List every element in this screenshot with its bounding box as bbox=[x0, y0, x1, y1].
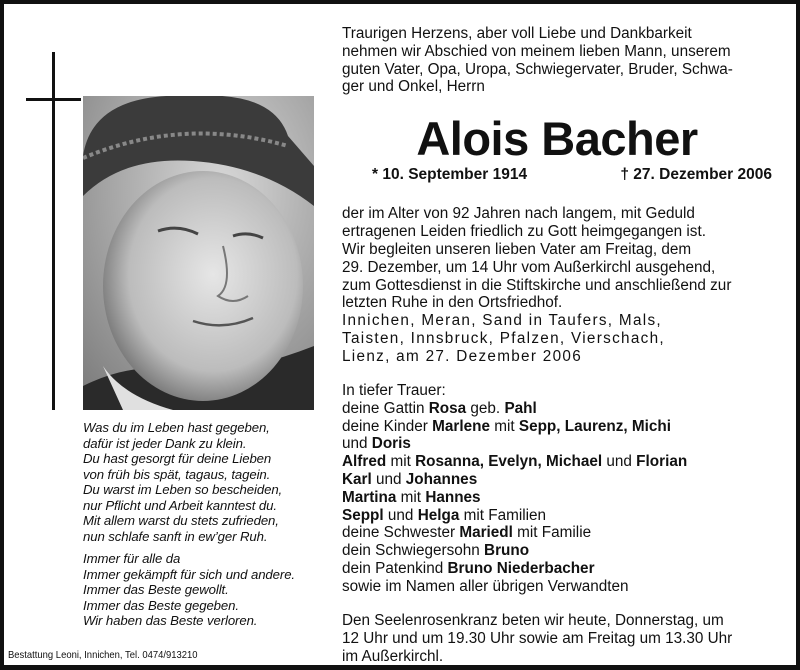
intro-line: nehmen wir Abschied von meinem lieben Mann, unserem bbox=[342, 42, 731, 60]
text-line: der im Alter von 92 Jahren nach langem, mit Geduld bbox=[342, 205, 695, 222]
mourner-name: Mariedl bbox=[459, 524, 513, 542]
birth-date: * 10. September 1914 bbox=[372, 166, 528, 183]
mourner-name: Hannes bbox=[425, 488, 481, 506]
portrait-photo bbox=[83, 96, 314, 410]
deceased-name: Alois Bacher bbox=[416, 112, 698, 165]
mourner-name: Seppl bbox=[342, 506, 384, 524]
mourner-text: geb. bbox=[466, 399, 505, 417]
mourner-line bbox=[342, 400, 792, 418]
mourner-name: Marlene bbox=[432, 417, 490, 435]
poem bbox=[83, 420, 295, 629]
death-date: † 27. Dezember 2006 bbox=[620, 166, 772, 183]
text-line: im Außerkirchl. bbox=[342, 647, 444, 665]
poem-line: nur Pflicht und Arbeit kanntest du. bbox=[83, 497, 277, 513]
mourner-line bbox=[342, 471, 792, 489]
poem-line: Was du im Leben hast gegeben, bbox=[83, 420, 270, 435]
mourner-name: Karl bbox=[342, 470, 372, 488]
mourner-name: Bruno Niederbacher bbox=[447, 559, 595, 577]
mourner-text: deine Schwester bbox=[342, 524, 460, 542]
poem-line: Wir haben das Beste verloren. bbox=[83, 613, 258, 628]
mourner-line bbox=[342, 524, 792, 542]
intro-text bbox=[342, 25, 792, 96]
poem-line: Du hast gesorgt für deine Lieben bbox=[83, 451, 272, 466]
mourner-name: Doris bbox=[371, 435, 411, 453]
poem-line: Immer für alle da bbox=[83, 551, 181, 566]
mourner-text: und bbox=[383, 506, 418, 524]
mourner-text: und bbox=[342, 435, 372, 453]
mourner-name: Johannes bbox=[405, 470, 478, 488]
text-line: Innichen, Meran, Sand in Taufers, Mals, bbox=[342, 312, 662, 329]
mourner-text: mit bbox=[396, 488, 426, 506]
mourner-text: dein Schwiegersohn bbox=[342, 542, 485, 560]
life-dates bbox=[372, 166, 772, 184]
text-line: Taisten, Innsbruck, Pfalzen, Vierschach, bbox=[342, 329, 665, 347]
mourner-text: mit bbox=[386, 453, 416, 471]
mourner-text: mit Familien bbox=[459, 506, 547, 524]
poem-line: Immer das Beste gewollt. bbox=[83, 582, 229, 597]
mourner-name: Florian bbox=[636, 453, 688, 471]
mourner-line bbox=[342, 507, 792, 525]
poem-line: dafür ist jeder Dank zu klein. bbox=[83, 435, 247, 451]
poem-line: von früh bis spät, tagaus, tagein. bbox=[83, 466, 271, 482]
mourner-text: mit Familie bbox=[512, 524, 592, 542]
mourner-line bbox=[342, 542, 792, 560]
mourner-name: Rosa bbox=[428, 399, 467, 417]
mourners-list bbox=[342, 382, 792, 596]
mourner-text: und bbox=[602, 453, 637, 471]
mourner-text: sowie im Namen aller übrigen Verwandten bbox=[342, 577, 629, 595]
funeral-text bbox=[342, 241, 792, 312]
mourner-name: Helga bbox=[417, 506, 460, 524]
mourner-line bbox=[342, 435, 792, 453]
cross-icon bbox=[52, 52, 55, 410]
mourner-name: Sepp, Laurenz, Michi bbox=[518, 417, 672, 435]
poem-line: Mit allem warst du stets zufrieden, bbox=[83, 513, 279, 528]
text-line: letzten Ruhe in den Ortsfriedhof. bbox=[342, 294, 563, 312]
mourner-line bbox=[342, 453, 792, 471]
mourner-text: mit bbox=[489, 417, 519, 435]
mourner-line bbox=[342, 560, 792, 578]
text-line: Wir begleiten unseren lieben Vater am Freitag, dem bbox=[342, 241, 692, 258]
mourner-line bbox=[342, 418, 792, 436]
intro-line: Traurigen Herzens, aber voll Liebe und Dankbarkeit bbox=[342, 25, 692, 42]
intro-line: guten Vater, Opa, Uropa, Schwiegervater, Bruder, Schwa- bbox=[342, 60, 733, 78]
text-line: 12 Uhr und um 19.30 Uhr sowie am Freitag um 13.30 Uhr bbox=[342, 629, 733, 647]
text-line: ertragenen Leiden friedlich zu Gott heimgegangen ist. bbox=[342, 222, 706, 240]
mourner-name: Rosanna, Evelyn, Michael bbox=[415, 453, 603, 471]
passing-text bbox=[342, 205, 792, 241]
text-line: 29. Dezember, um 14 Uhr vom Außerkirchl ausgehend, bbox=[342, 258, 716, 276]
cross-icon-bar bbox=[26, 98, 81, 101]
mourner-line bbox=[342, 382, 792, 400]
mourner-line bbox=[342, 489, 792, 507]
mourner-text: und bbox=[371, 470, 406, 488]
mourner-text: deine Kinder bbox=[342, 417, 433, 435]
text-line: Lienz, am 27. Dezember 2006 bbox=[342, 347, 583, 365]
mourner-name: Alfred bbox=[342, 453, 387, 471]
mourner-name: Martina bbox=[342, 488, 397, 506]
text-line: Den Seelenrosenkranz beten wir heute, Donnerstag, um bbox=[342, 612, 724, 629]
mourner-text: deine Gattin bbox=[342, 399, 429, 417]
poem-line: Immer gekämpft für sich und andere. bbox=[83, 566, 295, 582]
mourner-text: In tiefer Trauer: bbox=[342, 382, 446, 399]
poem-line: Immer das Beste gegeben. bbox=[83, 597, 239, 613]
poem-line: nun schlafe sanft in ew’ger Ruh. bbox=[83, 528, 268, 544]
funeral-home-credit: Bestattung Leoni, Innichen, Tel. 0474/913210 bbox=[8, 649, 198, 661]
mourner-name: Pahl bbox=[504, 399, 537, 417]
mourner-line bbox=[342, 578, 792, 596]
poem-line: Du warst im Leben so bescheiden, bbox=[83, 482, 283, 497]
text-line: zum Gottesdienst in die Stiftskirche und anschließend zur bbox=[342, 276, 732, 294]
rosary-text bbox=[342, 612, 792, 665]
intro-line: ger und Onkel, Herrn bbox=[342, 78, 485, 96]
mourner-name: Bruno bbox=[484, 542, 530, 560]
places-text bbox=[342, 312, 792, 365]
mourner-text: dein Patenkind bbox=[342, 559, 448, 577]
